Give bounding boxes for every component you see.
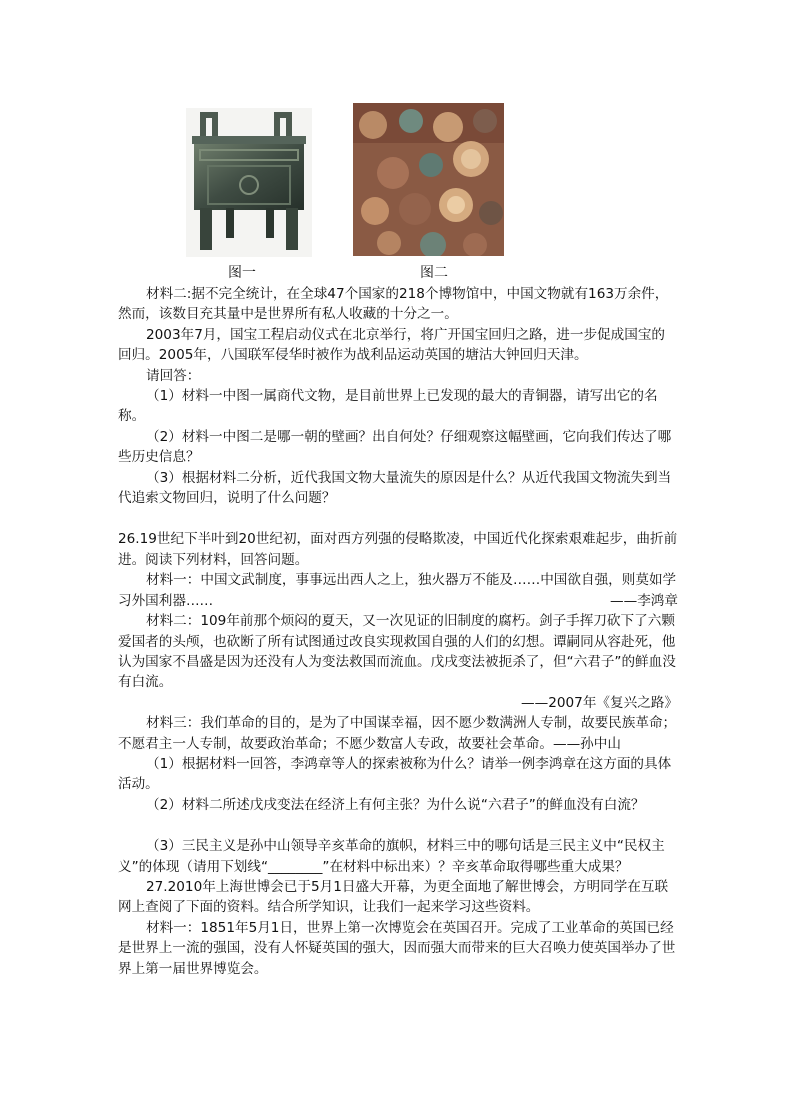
s26-intro: 26.19世纪下半叶到20世纪初，面对西方列强的侵略欺凌，中国近代化探索艰难起步，曲折前进。阅读下列材料，回答问题。 — [118, 531, 678, 568]
s25-question1: （1）材料一中图一属商代文物，是目前世界上已发现的最大的青铜器，请写出它的名称。 — [118, 388, 658, 425]
s25-question2: （2）材料一中图二是哪一朝的壁画？出自何处？仔细观察这幅壁画，它向我们传达了哪些历史信息？ — [118, 428, 672, 466]
s26-material1-text: 材料一：中国文武制度，事事远出西人之上，独火器万不能及……中国欲自强，则莫如学习外国利器…… — [118, 572, 677, 609]
figure2-caption: 图二 — [420, 265, 448, 281]
s25-material2-p1: 材料二:据不完全统计，在全球47个国家的218个博物馆中，中国文物就有163万余件，然而，该数目充其量中是世界所有私人收藏的十分之一。 — [118, 286, 669, 323]
s26-material1-source: ——李鸿章 — [610, 592, 678, 609]
s26-material2-source: ——2007年《复兴之路》 — [521, 694, 678, 711]
buddhist-mural-illustration — [353, 103, 504, 256]
s25-question3: （3）根据材料二分析，近代我国文物大量流失的原因是什么？从近代我国文物流失到当代追索文物回归，说明了什么问题？ — [118, 469, 672, 507]
s26-question1: （1）根据材料一回答，李鸿章等人的探索被称为什么？请举一例李鸿章在这方面的具体活动。 — [118, 755, 672, 793]
s26-material3: 材料三：我们革命的目的，是为了中国谋幸福，因不愿少数满洲人专制，故要民族革命；不愿君主一人专制，故要政治革命；不愿少数富人专政，故要社会革命。——孙中山 — [118, 715, 677, 752]
spacer — [118, 508, 678, 529]
spacer — [118, 815, 678, 836]
figure-mural — [353, 103, 504, 256]
s26-material2: 材料二：109年前那个烦闷的夏天，又一次见证的旧制度的腐朽。剑子手挥刀砍下了六颗爱国者的头颅，也砍断了所有试图通过改良实现救国自强的人们的幻想。谭嗣同从容赴死，他认为国家不昌盛是因为还没有人为变法救国而流血。戊戌变法被扼杀了，但“六君子”的鲜血没有白流。 — [118, 613, 676, 691]
s25-material2-p2: 2003年7月，国宝工程启动仪式在北京举行，将广开国宝回归之路，进一步促成国宝的回归。2005年，八国联军侵华时被作为战利品运动英国的塘沽大钟回归天津。 — [118, 326, 666, 364]
figure1-caption: 图一 — [228, 265, 256, 281]
s26-question3: （3）三民主义是孙中山领导辛亥革命的旗帜，材料三中的哪句话是三民主义中“民权主义”的体现（请用下划线“________”在材料中标出来）？辛亥革命取得哪些重大成果？ — [118, 838, 665, 875]
figure-bronze-ding — [186, 108, 312, 257]
s26-question2: （2）材料二所述戊戌变法在经济上有何主张？为什么说“六君子”的鲜血没有白流？ — [146, 796, 645, 813]
s25-prompt: 请回答： — [146, 367, 201, 384]
bronze-ding-illustration — [186, 108, 312, 257]
document-body — [118, 284, 678, 979]
s27-intro: 27.2010年上海世博会已于5月1日盛大开幕，为更全面地了解世博会，方明同学在互联网上查阅了下面的资料。结合所学知识，让我们一起来学习这些资料。 — [118, 878, 669, 916]
s27-material1: 材料一：1851年5月1日，世界上第一次博览会在英国召开。完成了工业革命的英国已经是世界上一流的强国，没有人怀疑英国的强大，因而强大而带来的巨大召唤力使英国举办了世界上第一届世界博览会。 — [118, 919, 676, 977]
s26-material1 — [118, 570, 678, 611]
